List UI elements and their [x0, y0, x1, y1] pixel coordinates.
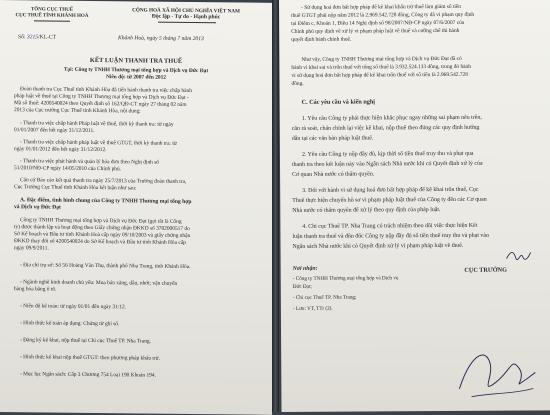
recipient-item: - Lưu: VT, TTr (2). [292, 305, 333, 312]
text-line: Ngân sách Nhà nước khi có Quyết định xử lý vi phạm pháp luật về thuế. [292, 242, 464, 250]
left-document-page [0, 0, 272, 415]
page-fold-shadow [272, 0, 279, 412]
text-line: 3. Đối với hành vi sử dụng hoá đơn bất hợp pháp để kê khai trốn thuế, Cục [302, 186, 479, 194]
header-motto: Độc lập - Tự do - Hạnh phúc [151, 13, 221, 21]
header-nation: CỘNG HOÀ XÃ HỘI CHỦ NGHĨA VIỆT NAM [132, 7, 240, 15]
text-line: Như vậy, Công ty TNHH Thương mại tổng hợp và Dịch vụ Đức Đạt đã có [301, 55, 462, 63]
text-line: hành vi khai sai và trốn thuế với tổng số thuế là 3.932.524.133 đồng, trong đó hành [291, 63, 471, 71]
list-item: - Niên độ kế toán: từ ngày 01/01 đến ngày 31/12. [20, 303, 127, 311]
text-line: pháp luật về thuế tại Công ty TNHH Thương mại tổng hợp và Dịch vụ Đức Đạt - [14, 93, 189, 101]
signer-title: CỤC TRƯỞNG [464, 266, 507, 274]
text-line: ty) được thành lập và hoạt động theo Giấy chứng nhận ĐKKD số 3702000517 do [14, 224, 190, 232]
list-item: hàng hóa bằng ô tô. [14, 286, 57, 293]
text-line: Đoàn thanh tra Cục Thuế tỉnh Khánh Hòa đã tiến hành thanh tra việc chấp hành [20, 86, 192, 95]
header-motto-underline [158, 22, 216, 24]
recipient-item: - Công ty TNHH Thương mại tổng hợp và Dịch vụ [292, 275, 399, 282]
text-line: 2. Yêu cầu Công ty nộp đầy đủ, kịp thời số tiền thuế truy thu và phạt qua [301, 150, 474, 158]
document-period: Niên độ: từ 2007 đến 2012 [106, 74, 166, 81]
text-line: và Dịch vụ Đức Đạt [14, 204, 61, 211]
text-line: luận thanh tra thuế và đôn đốc Công ty nộp đầy đủ số tiền thuế truy thu và phạt vào [292, 232, 489, 240]
text-line: Cục Trưởng Cục Thuế tỉnh Khánh Hòa kết luận như sau: [14, 184, 137, 192]
text-line: - Sử dụng hoá đơn bất hợp pháp để kê khai khấu trừ thuế làm giảm số tiền [301, 3, 461, 11]
document-subtitle: Tại: Công ty TNHH Thương mại tổng hợp và Dịch vụ Đức Đạt [63, 66, 209, 75]
list-item: - Mục lục Ngân sách: Cấp 3 Chương 754 Loại 190 Khoản 194. [20, 371, 156, 379]
text-line: đồng. [291, 80, 304, 87]
text-line: 1. Yêu cầu Công ty phải thực hiện khắc phục ngay những sai phạm nêu trên, [301, 114, 482, 122]
signature-icon [449, 338, 541, 403]
text-line: thanh tra theo kết luận này vào Ngân sách Nhà nước khi có Quyết định xử lý của [291, 160, 483, 168]
text-line: A. Đặc điểm, tình hình chung của Công ty TNHH Thương mại tổng hợp [20, 197, 192, 206]
text-line: 51/2010/NĐ-CP ngày 14/05/2010 của Chính phủ. [14, 165, 122, 173]
text-line: - Thanh tra việc chấp hành Pháp luật về thuế, thời kỳ thanh tra: từ ngày [20, 120, 174, 128]
doc-date: Khánh Hoà, ngày 5 tháng 7 năm 2013 [118, 35, 204, 43]
list-item: - Hình thức kế toán áp dụng: Chứng từ ghi sổ. [20, 320, 120, 328]
text-line: 2013 của Cục trưởng Cục Thuế tỉnh Khánh Hòa, nội dung: [14, 107, 141, 115]
header-agency-parent: TỔNG CỤC THUẾ [30, 7, 74, 13]
header-agency: CỤC THUẾ TỈNH KHÁNH HOÀ [15, 13, 89, 19]
text-line: vi sử dụng hoá đơn bất hợp pháp để kê khai trốn thuế với số tiền là 2.969.542.728 [291, 71, 468, 79]
text-line: - Thanh tra việc chấp hành pháp luật về thuế GTGT, thời kỳ thanh tra: từ [20, 139, 177, 147]
list-item: - Đăng ký kê khai, nộp thuế tại Chi cục Thuế TP. Nha Trang. [20, 337, 151, 345]
text-line: quyết định hành chính thuế. [291, 36, 352, 43]
text-line: 4. Chi cục Thuế TP. Nha Trang có trách nhiệm theo dõi việc thực hiện Kết [302, 222, 478, 230]
text-line: dẫn tại các văn bản pháp luật thuế. [291, 135, 374, 142]
text-line: Căn cứ Báo cáo kết quả thanh tra ngày 25/7/2013 của Trưởng đoàn thanh tra, [20, 177, 187, 185]
initials-signature-icon [505, 248, 533, 262]
document-title: KẾT LUẬN THANH TRA THUẾ [89, 56, 183, 65]
text-line: cần rà soát, chấn chỉnh lại việc kê khai, nộp thuế theo đúng các quy định hướng [291, 124, 480, 132]
text-line: Thuế thực hiện chuyển hồ sơ vi phạm pháp luật thuế của Công ty đến các Cơ quan [292, 196, 487, 204]
text-line: ngày 09/9/2011. [14, 245, 49, 252]
list-item: - Ngành nghề kinh doanh chủ yếu: Mua bán xăng, dầu, nhớt; vận chuyển [20, 279, 178, 287]
recipients-title: Nơi nhận: [292, 265, 318, 272]
text-line: Cơ quan Nhà nước có thẩm quyền. [292, 171, 375, 178]
text-line: Mã số thuế: 4200540024 theo Quyết định số 162/QĐ-CT ngày 27 tháng 02 năm [14, 100, 187, 108]
doc-number: Số: 3215/KL-CT [18, 34, 57, 41]
text-line: - Thanh tra việc phát hành và quản lý hóa đơn theo Nghị định số [20, 158, 159, 166]
section-c-heading: C. Các yêu cầu và kiến nghị [301, 98, 376, 106]
right-document-page [279, 0, 550, 412]
text-line: ĐKKD thay đổi số 4200540024 do Sở Kế hoạch và Đầu tư tỉnh Khánh Hòa cấp [14, 238, 186, 246]
text-line: ngày 01/01/2012 đến hết ngày 31/12/2012. [14, 146, 107, 154]
list-item: - Hình thức kê khai nộp thuế GTGT: theo phương pháp khấu trừ. [20, 354, 160, 362]
header-agency-underline [34, 20, 70, 21]
recipient-item: - Chi cục Thuế TP. Nha Trang; [292, 294, 357, 301]
list-item: - Địa chỉ trụ sở: Số 56 Hoàng Văn Thụ, thành phố Nha Trang, tỉnh Khánh Hòa. [20, 262, 191, 270]
text-line: 01/01/2007 đến hết ngày 31/12/2011. [14, 127, 95, 134]
text-line: tại Điểm c, Khoản 1, Điều 14 Nghị định số 98/2007/NĐ-CP ngày 07/6/2007 của [291, 19, 465, 27]
text-line: Sở Kế hoạch và Đầu tư tỉnh Khánh Hoà cấp ngày 09/10/2003 và giấy chứng nhận [14, 231, 191, 239]
recipient-item: Đức Đạt; [292, 283, 312, 290]
text-line: Công ty TNHH Thương mại tổng hợp và Dịch vụ Đức Đạt (gọi tắt là Công [20, 217, 182, 225]
text-line: Chính phủ quy định về xử lý vi phạm pháp luật về thuế và cưỡng chế thi hành [291, 27, 460, 35]
text-line: Nhà nước có thẩm quyền để xử lý theo quy định của pháp luật. [292, 207, 441, 214]
text-line: thuế GTGT phải nộp năm 2012 là 2.969.542.728 đồng, Công ty đã vi phạm quy định [291, 11, 475, 19]
